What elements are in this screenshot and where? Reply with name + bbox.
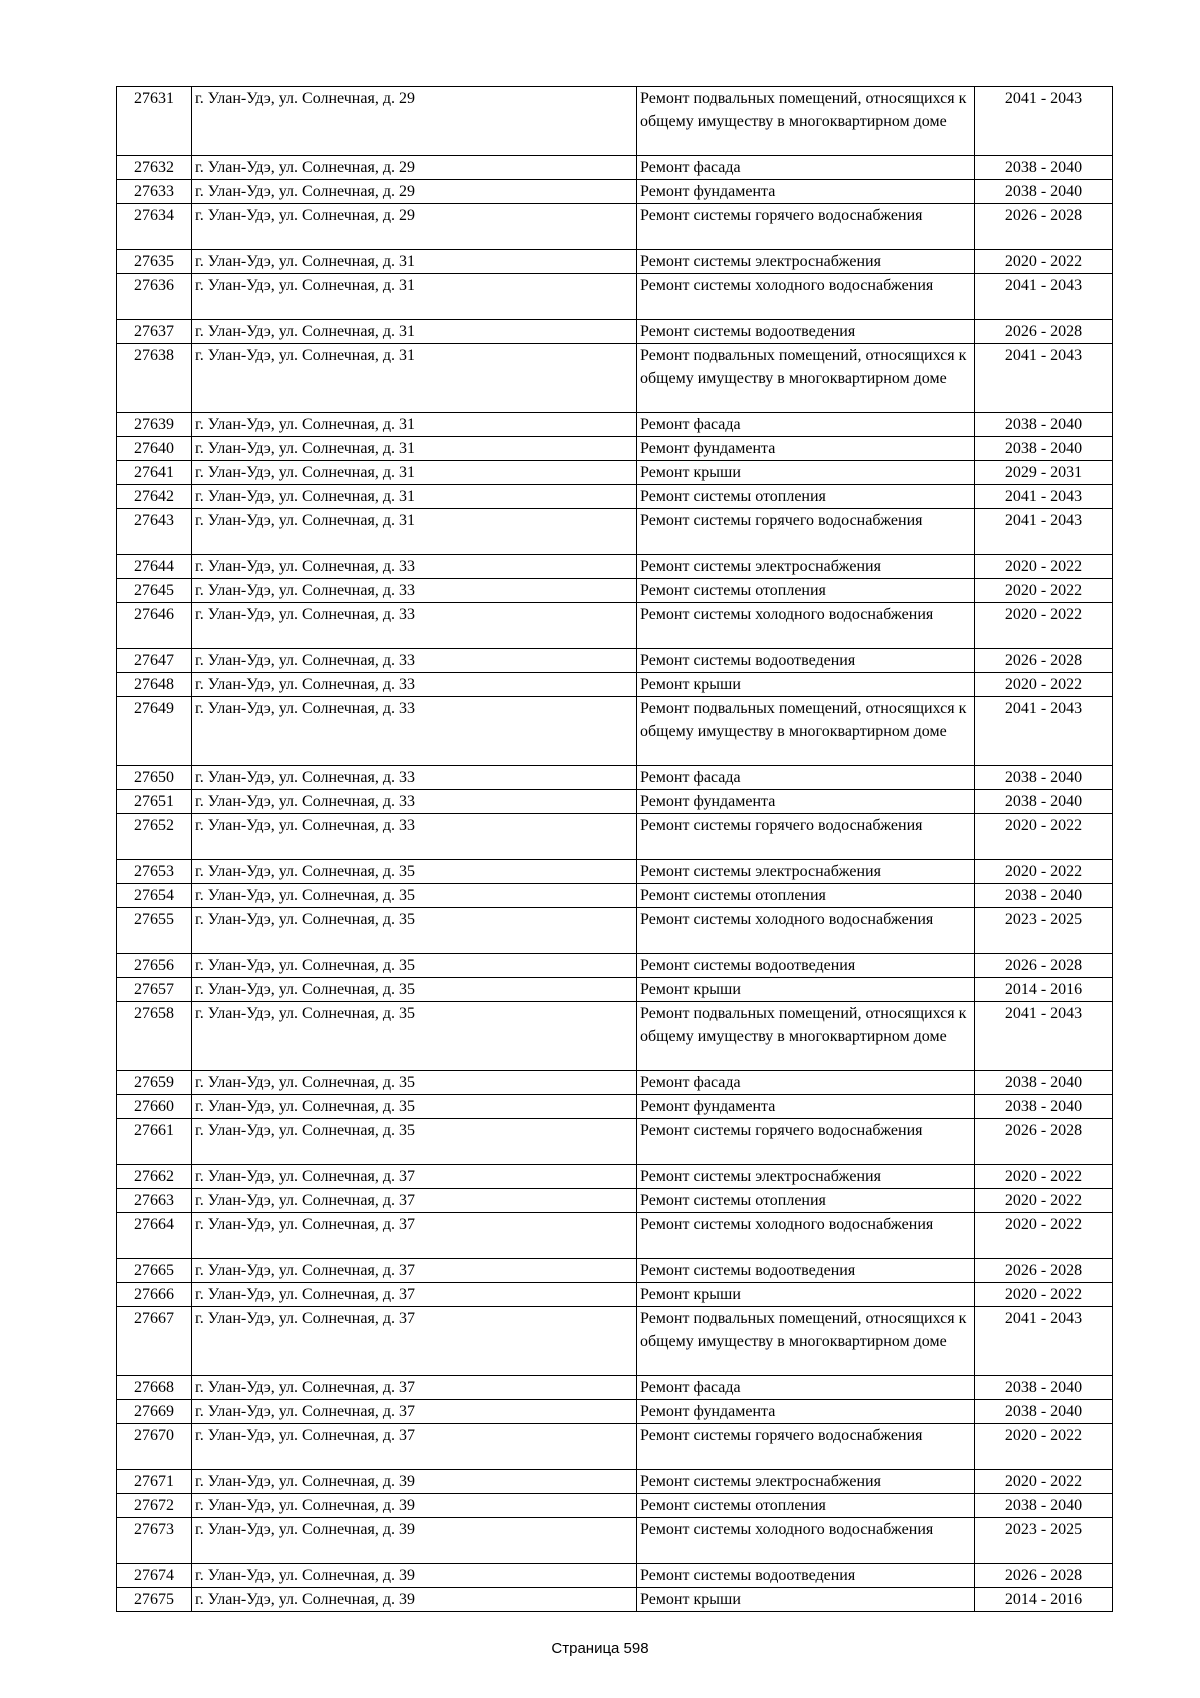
page-number: Страница 598 bbox=[551, 1640, 649, 1657]
period-cell: 2020 - 2022 bbox=[975, 1165, 1113, 1189]
address-cell: г. Улан-Удэ, ул. Солнечная, д. 31 bbox=[192, 437, 637, 461]
table-row bbox=[117, 509, 1113, 555]
period-cell: 2029 - 2031 bbox=[975, 461, 1113, 485]
row-number-cell: 27668 bbox=[117, 1376, 192, 1400]
table-row bbox=[117, 156, 1113, 180]
period-cell: 2020 - 2022 bbox=[975, 250, 1113, 274]
period-cell: 2038 - 2040 bbox=[975, 437, 1113, 461]
period-cell: 2038 - 2040 bbox=[975, 790, 1113, 814]
address-cell: г. Улан-Удэ, ул. Солнечная, д. 33 bbox=[192, 814, 637, 860]
address-cell: г. Улан-Удэ, ул. Солнечная, д. 37 bbox=[192, 1165, 637, 1189]
period-cell: 2020 - 2022 bbox=[975, 579, 1113, 603]
table-row bbox=[117, 649, 1113, 673]
address-cell: г. Улан-Удэ, ул. Солнечная, д. 35 bbox=[192, 1002, 637, 1071]
row-number-cell: 27650 bbox=[117, 766, 192, 790]
period-cell: 2014 - 2016 bbox=[975, 1588, 1113, 1612]
period-cell: 2020 - 2022 bbox=[975, 1283, 1113, 1307]
address-cell: г. Улан-Удэ, ул. Солнечная, д. 31 bbox=[192, 509, 637, 555]
table-row bbox=[117, 860, 1113, 884]
address-cell: г. Улан-Удэ, ул. Солнечная, д. 29 bbox=[192, 156, 637, 180]
work-type-cell: Ремонт системы горячего водоснабжения bbox=[637, 814, 975, 860]
period-cell: 2026 - 2028 bbox=[975, 1119, 1113, 1165]
table-row bbox=[117, 673, 1113, 697]
address-cell: г. Улан-Удэ, ул. Солнечная, д. 33 bbox=[192, 603, 637, 649]
address-cell: г. Улан-Удэ, ул. Солнечная, д. 39 bbox=[192, 1494, 637, 1518]
row-number-cell: 27659 bbox=[117, 1071, 192, 1095]
table-row bbox=[117, 437, 1113, 461]
table-row bbox=[117, 954, 1113, 978]
row-number-cell: 27665 bbox=[117, 1259, 192, 1283]
table-row bbox=[117, 250, 1113, 274]
row-number-cell: 27672 bbox=[117, 1494, 192, 1518]
address-cell: г. Улан-Удэ, ул. Солнечная, д. 31 bbox=[192, 250, 637, 274]
address-cell: г. Улан-Удэ, ул. Солнечная, д. 29 bbox=[192, 87, 637, 156]
address-cell: г. Улан-Удэ, ул. Солнечная, д. 29 bbox=[192, 180, 637, 204]
period-cell: 2020 - 2022 bbox=[975, 1213, 1113, 1259]
work-type-cell: Ремонт фундамента bbox=[637, 437, 975, 461]
address-cell: г. Улан-Удэ, ул. Солнечная, д. 37 bbox=[192, 1400, 637, 1424]
table-row bbox=[117, 1307, 1113, 1376]
work-type-cell: Ремонт подвальных помещений, относящихся к общему имуществу в многоквартирном доме bbox=[637, 344, 975, 413]
work-type-cell: Ремонт подвальных помещений, относящихся к общему имуществу в многоквартирном доме bbox=[637, 1002, 975, 1071]
period-cell: 2038 - 2040 bbox=[975, 766, 1113, 790]
table-row bbox=[117, 1424, 1113, 1470]
table-row bbox=[117, 1588, 1113, 1612]
period-cell: 2038 - 2040 bbox=[975, 1071, 1113, 1095]
row-number-cell: 27648 bbox=[117, 673, 192, 697]
work-type-cell: Ремонт системы отопления bbox=[637, 1189, 975, 1213]
row-number-cell: 27656 bbox=[117, 954, 192, 978]
table-row bbox=[117, 790, 1113, 814]
row-number-cell: 27642 bbox=[117, 485, 192, 509]
work-type-cell: Ремонт фундамента bbox=[637, 1095, 975, 1119]
row-number-cell: 27645 bbox=[117, 579, 192, 603]
work-type-cell: Ремонт системы электроснабжения bbox=[637, 250, 975, 274]
work-type-cell: Ремонт фундамента bbox=[637, 180, 975, 204]
row-number-cell: 27653 bbox=[117, 860, 192, 884]
repair-schedule-table bbox=[116, 86, 1113, 1612]
period-cell: 2020 - 2022 bbox=[975, 814, 1113, 860]
address-cell: г. Улан-Удэ, ул. Солнечная, д. 37 bbox=[192, 1189, 637, 1213]
row-number-cell: 27643 bbox=[117, 509, 192, 555]
period-cell: 2026 - 2028 bbox=[975, 649, 1113, 673]
work-type-cell: Ремонт системы холодного водоснабжения bbox=[637, 908, 975, 954]
table-row bbox=[117, 1095, 1113, 1119]
address-cell: г. Улан-Удэ, ул. Солнечная, д. 35 bbox=[192, 954, 637, 978]
table-row bbox=[117, 1494, 1113, 1518]
row-number-cell: 27660 bbox=[117, 1095, 192, 1119]
work-type-cell: Ремонт системы горячего водоснабжения bbox=[637, 1119, 975, 1165]
work-type-cell: Ремонт системы холодного водоснабжения bbox=[637, 274, 975, 320]
address-cell: г. Улан-Удэ, ул. Солнечная, д. 35 bbox=[192, 978, 637, 1002]
row-number-cell: 27657 bbox=[117, 978, 192, 1002]
period-cell: 2041 - 2043 bbox=[975, 485, 1113, 509]
period-cell: 2020 - 2022 bbox=[975, 555, 1113, 579]
address-cell: г. Улан-Удэ, ул. Солнечная, д. 37 bbox=[192, 1213, 637, 1259]
table-row bbox=[117, 555, 1113, 579]
period-cell: 2038 - 2040 bbox=[975, 1400, 1113, 1424]
period-cell: 2038 - 2040 bbox=[975, 180, 1113, 204]
work-type-cell: Ремонт фундамента bbox=[637, 1400, 975, 1424]
address-cell: г. Улан-Удэ, ул. Солнечная, д. 31 bbox=[192, 461, 637, 485]
table-body bbox=[117, 87, 1113, 1612]
table-row bbox=[117, 1400, 1113, 1424]
work-type-cell: Ремонт подвальных помещений, относящихся к общему имуществу в многоквартирном доме bbox=[637, 87, 975, 156]
table-row bbox=[117, 1165, 1113, 1189]
work-type-cell: Ремонт системы горячего водоснабжения bbox=[637, 204, 975, 250]
table-row bbox=[117, 1259, 1113, 1283]
work-type-cell: Ремонт фундамента bbox=[637, 790, 975, 814]
table-row bbox=[117, 1189, 1113, 1213]
address-cell: г. Улан-Удэ, ул. Солнечная, д. 31 bbox=[192, 413, 637, 437]
table-row bbox=[117, 1071, 1113, 1095]
work-type-cell: Ремонт подвальных помещений, относящихся к общему имуществу в многоквартирном доме bbox=[637, 1307, 975, 1376]
address-cell: г. Улан-Удэ, ул. Солнечная, д. 35 bbox=[192, 860, 637, 884]
address-cell: г. Улан-Удэ, ул. Солнечная, д. 31 bbox=[192, 320, 637, 344]
address-cell: г. Улан-Удэ, ул. Солнечная, д. 37 bbox=[192, 1307, 637, 1376]
period-cell: 2026 - 2028 bbox=[975, 204, 1113, 250]
period-cell: 2020 - 2022 bbox=[975, 673, 1113, 697]
row-number-cell: 27673 bbox=[117, 1518, 192, 1564]
work-type-cell: Ремонт системы горячего водоснабжения bbox=[637, 1424, 975, 1470]
row-number-cell: 27631 bbox=[117, 87, 192, 156]
row-number-cell: 27634 bbox=[117, 204, 192, 250]
address-cell: г. Улан-Удэ, ул. Солнечная, д. 37 bbox=[192, 1424, 637, 1470]
row-number-cell: 27674 bbox=[117, 1564, 192, 1588]
row-number-cell: 27664 bbox=[117, 1213, 192, 1259]
work-type-cell: Ремонт фасада bbox=[637, 766, 975, 790]
work-type-cell: Ремонт системы отопления bbox=[637, 485, 975, 509]
period-cell: 2023 - 2025 bbox=[975, 908, 1113, 954]
table-row bbox=[117, 1119, 1113, 1165]
row-number-cell: 27655 bbox=[117, 908, 192, 954]
period-cell: 2020 - 2022 bbox=[975, 1424, 1113, 1470]
work-type-cell: Ремонт крыши bbox=[637, 673, 975, 697]
table-row bbox=[117, 1213, 1113, 1259]
table-row bbox=[117, 87, 1113, 156]
work-type-cell: Ремонт фасада bbox=[637, 413, 975, 437]
work-type-cell: Ремонт подвальных помещений, относящихся к общему имуществу в многоквартирном доме bbox=[637, 697, 975, 766]
work-type-cell: Ремонт крыши bbox=[637, 1588, 975, 1612]
work-type-cell: Ремонт системы водоотведения bbox=[637, 649, 975, 673]
period-cell: 2020 - 2022 bbox=[975, 860, 1113, 884]
table-row bbox=[117, 697, 1113, 766]
period-cell: 2041 - 2043 bbox=[975, 1002, 1113, 1071]
row-number-cell: 27638 bbox=[117, 344, 192, 413]
table-row bbox=[117, 204, 1113, 250]
row-number-cell: 27640 bbox=[117, 437, 192, 461]
period-cell: 2041 - 2043 bbox=[975, 87, 1113, 156]
work-type-cell: Ремонт системы водоотведения bbox=[637, 320, 975, 344]
row-number-cell: 27641 bbox=[117, 461, 192, 485]
row-number-cell: 27646 bbox=[117, 603, 192, 649]
row-number-cell: 27632 bbox=[117, 156, 192, 180]
row-number-cell: 27662 bbox=[117, 1165, 192, 1189]
address-cell: г. Улан-Удэ, ул. Солнечная, д. 31 bbox=[192, 344, 637, 413]
period-cell: 2038 - 2040 bbox=[975, 1376, 1113, 1400]
period-cell: 2020 - 2022 bbox=[975, 603, 1113, 649]
table-row bbox=[117, 344, 1113, 413]
address-cell: г. Улан-Удэ, ул. Солнечная, д. 31 bbox=[192, 485, 637, 509]
work-type-cell: Ремонт системы горячего водоснабжения bbox=[637, 509, 975, 555]
table-row bbox=[117, 978, 1113, 1002]
work-type-cell: Ремонт системы отопления bbox=[637, 1494, 975, 1518]
address-cell: г. Улан-Удэ, ул. Солнечная, д. 39 bbox=[192, 1518, 637, 1564]
period-cell: 2020 - 2022 bbox=[975, 1470, 1113, 1494]
address-cell: г. Улан-Удэ, ул. Солнечная, д. 33 bbox=[192, 790, 637, 814]
work-type-cell: Ремонт системы водоотведения bbox=[637, 1564, 975, 1588]
work-type-cell: Ремонт системы водоотведения bbox=[637, 1259, 975, 1283]
address-cell: г. Улан-Удэ, ул. Солнечная, д. 33 bbox=[192, 579, 637, 603]
row-number-cell: 27671 bbox=[117, 1470, 192, 1494]
row-number-cell: 27654 bbox=[117, 884, 192, 908]
table-row bbox=[117, 413, 1113, 437]
address-cell: г. Улан-Удэ, ул. Солнечная, д. 29 bbox=[192, 204, 637, 250]
table-row bbox=[117, 908, 1113, 954]
period-cell: 2041 - 2043 bbox=[975, 697, 1113, 766]
period-cell: 2041 - 2043 bbox=[975, 274, 1113, 320]
table-row bbox=[117, 180, 1113, 204]
table-row bbox=[117, 884, 1113, 908]
table-row bbox=[117, 485, 1113, 509]
address-cell: г. Улан-Удэ, ул. Солнечная, д. 39 bbox=[192, 1588, 637, 1612]
work-type-cell: Ремонт системы холодного водоснабжения bbox=[637, 603, 975, 649]
row-number-cell: 27644 bbox=[117, 555, 192, 579]
address-cell: г. Улан-Удэ, ул. Солнечная, д. 33 bbox=[192, 697, 637, 766]
row-number-cell: 27675 bbox=[117, 1588, 192, 1612]
work-type-cell: Ремонт крыши bbox=[637, 978, 975, 1002]
row-number-cell: 27663 bbox=[117, 1189, 192, 1213]
address-cell: г. Улан-Удэ, ул. Солнечная, д. 33 bbox=[192, 555, 637, 579]
row-number-cell: 27651 bbox=[117, 790, 192, 814]
table-row bbox=[117, 274, 1113, 320]
row-number-cell: 27666 bbox=[117, 1283, 192, 1307]
address-cell: г. Улан-Удэ, ул. Солнечная, д. 33 bbox=[192, 649, 637, 673]
row-number-cell: 27636 bbox=[117, 274, 192, 320]
period-cell: 2020 - 2022 bbox=[975, 1189, 1113, 1213]
table-row bbox=[117, 1376, 1113, 1400]
address-cell: г. Улан-Удэ, ул. Солнечная, д. 35 bbox=[192, 1071, 637, 1095]
row-number-cell: 27639 bbox=[117, 413, 192, 437]
period-cell: 2041 - 2043 bbox=[975, 509, 1113, 555]
work-type-cell: Ремонт крыши bbox=[637, 1283, 975, 1307]
period-cell: 2023 - 2025 bbox=[975, 1518, 1113, 1564]
work-type-cell: Ремонт фасада bbox=[637, 1071, 975, 1095]
table-row bbox=[117, 1564, 1113, 1588]
row-number-cell: 27669 bbox=[117, 1400, 192, 1424]
work-type-cell: Ремонт системы водоотведения bbox=[637, 954, 975, 978]
period-cell: 2041 - 2043 bbox=[975, 1307, 1113, 1376]
work-type-cell: Ремонт системы электроснабжения bbox=[637, 860, 975, 884]
period-cell: 2026 - 2028 bbox=[975, 954, 1113, 978]
work-type-cell: Ремонт крыши bbox=[637, 461, 975, 485]
table-row bbox=[117, 320, 1113, 344]
period-cell: 2038 - 2040 bbox=[975, 413, 1113, 437]
row-number-cell: 27635 bbox=[117, 250, 192, 274]
address-cell: г. Улан-Удэ, ул. Солнечная, д. 35 bbox=[192, 1095, 637, 1119]
address-cell: г. Улан-Удэ, ул. Солнечная, д. 39 bbox=[192, 1564, 637, 1588]
row-number-cell: 27647 bbox=[117, 649, 192, 673]
address-cell: г. Улан-Удэ, ул. Солнечная, д. 35 bbox=[192, 908, 637, 954]
work-type-cell: Ремонт системы отопления bbox=[637, 884, 975, 908]
address-cell: г. Улан-Удэ, ул. Солнечная, д. 33 bbox=[192, 673, 637, 697]
table-row bbox=[117, 1518, 1113, 1564]
period-cell: 2026 - 2028 bbox=[975, 320, 1113, 344]
work-type-cell: Ремонт системы электроснабжения bbox=[637, 1165, 975, 1189]
address-cell: г. Улан-Удэ, ул. Солнечная, д. 37 bbox=[192, 1259, 637, 1283]
address-cell: г. Улан-Удэ, ул. Солнечная, д. 35 bbox=[192, 884, 637, 908]
work-type-cell: Ремонт фасада bbox=[637, 156, 975, 180]
row-number-cell: 27661 bbox=[117, 1119, 192, 1165]
row-number-cell: 27670 bbox=[117, 1424, 192, 1470]
row-number-cell: 27658 bbox=[117, 1002, 192, 1071]
period-cell: 2038 - 2040 bbox=[975, 156, 1113, 180]
row-number-cell: 27652 bbox=[117, 814, 192, 860]
table-row bbox=[117, 814, 1113, 860]
address-cell: г. Улан-Удэ, ул. Солнечная, д. 37 bbox=[192, 1283, 637, 1307]
table-row bbox=[117, 1283, 1113, 1307]
table-row bbox=[117, 766, 1113, 790]
period-cell: 2038 - 2040 bbox=[975, 884, 1113, 908]
period-cell: 2038 - 2040 bbox=[975, 1095, 1113, 1119]
work-type-cell: Ремонт системы отопления bbox=[637, 579, 975, 603]
table-row bbox=[117, 603, 1113, 649]
row-number-cell: 27649 bbox=[117, 697, 192, 766]
work-type-cell: Ремонт системы электроснабжения bbox=[637, 1470, 975, 1494]
row-number-cell: 27633 bbox=[117, 180, 192, 204]
period-cell: 2026 - 2028 bbox=[975, 1564, 1113, 1588]
table-row bbox=[117, 461, 1113, 485]
work-type-cell: Ремонт системы электроснабжения bbox=[637, 555, 975, 579]
work-type-cell: Ремонт системы холодного водоснабжения bbox=[637, 1518, 975, 1564]
address-cell: г. Улан-Удэ, ул. Солнечная, д. 33 bbox=[192, 766, 637, 790]
work-type-cell: Ремонт системы холодного водоснабжения bbox=[637, 1213, 975, 1259]
table-row bbox=[117, 1470, 1113, 1494]
address-cell: г. Улан-Удэ, ул. Солнечная, д. 35 bbox=[192, 1119, 637, 1165]
row-number-cell: 27667 bbox=[117, 1307, 192, 1376]
period-cell: 2026 - 2028 bbox=[975, 1259, 1113, 1283]
address-cell: г. Улан-Удэ, ул. Солнечная, д. 37 bbox=[192, 1376, 637, 1400]
period-cell: 2041 - 2043 bbox=[975, 344, 1113, 413]
table-row bbox=[117, 579, 1113, 603]
address-cell: г. Улан-Удэ, ул. Солнечная, д. 31 bbox=[192, 274, 637, 320]
row-number-cell: 27637 bbox=[117, 320, 192, 344]
address-cell: г. Улан-Удэ, ул. Солнечная, д. 39 bbox=[192, 1470, 637, 1494]
period-cell: 2014 - 2016 bbox=[975, 978, 1113, 1002]
table-row bbox=[117, 1002, 1113, 1071]
period-cell: 2038 - 2040 bbox=[975, 1494, 1113, 1518]
work-type-cell: Ремонт фасада bbox=[637, 1376, 975, 1400]
